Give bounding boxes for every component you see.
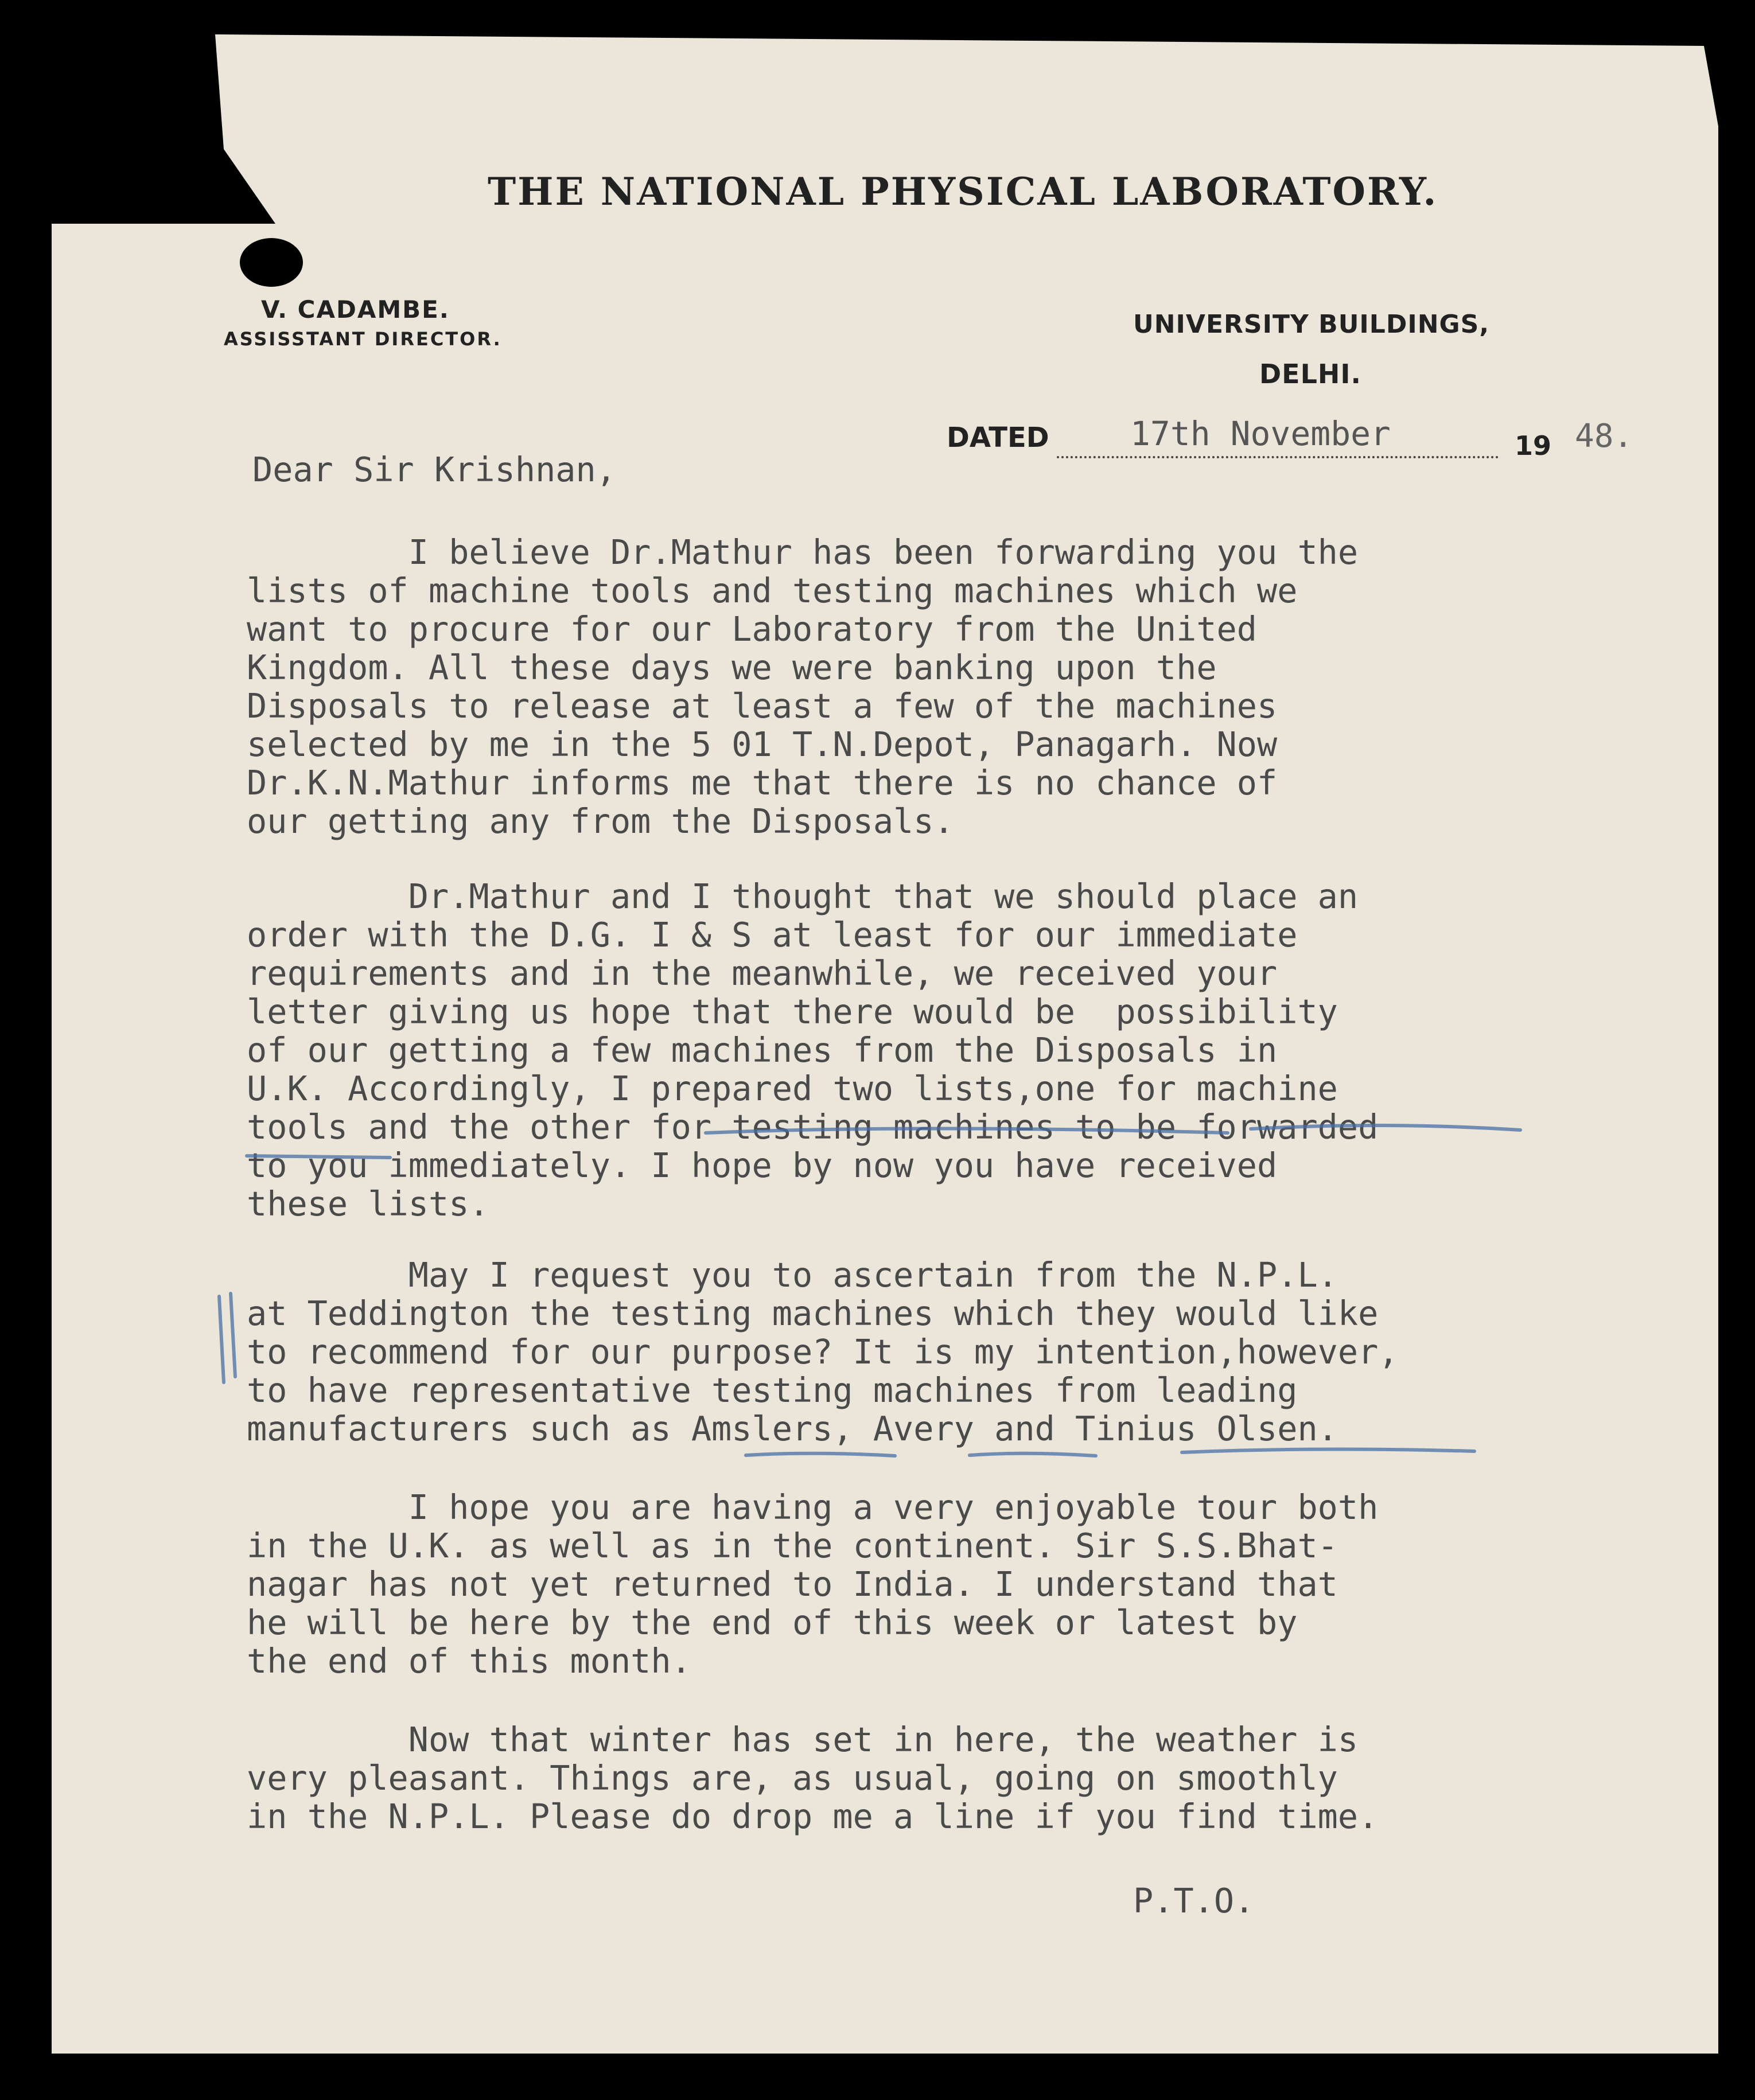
- year-prefix: 19: [1515, 430, 1552, 461]
- address-line-1: UNIVERSITY BUILDINGS,: [1133, 310, 1490, 339]
- text-line: in the N.P.L. Please do drop me a line if you find time.: [247, 1797, 1379, 1836]
- paragraph-1: [247, 533, 1358, 841]
- text-line: want to procure for our Laboratory from the United: [247, 610, 1257, 649]
- text-line: Disposals to release at least a few of the machines: [247, 687, 1278, 726]
- text-line: Dr.K.N.Mathur informs me that there is no chance of: [247, 763, 1278, 802]
- text-line: these lists.: [247, 1185, 489, 1224]
- institution-title: THE NATIONAL PHYSICAL LABORATORY.: [488, 169, 1438, 214]
- text-line: nagar has not yet returned to India. I understand that: [247, 1565, 1338, 1604]
- text-line: May I request you to ascertain from the N.P.L.: [247, 1256, 1338, 1295]
- salutation: Dear Sir Krishnan,: [252, 450, 616, 489]
- sender-name: V. CADAMBE.: [261, 295, 450, 324]
- text-line: to you immediately. I hope by now you have received: [247, 1146, 1278, 1185]
- text-line: lists of machine tools and testing machines which we: [247, 571, 1298, 610]
- pto-note: P.T.O.: [1133, 1881, 1255, 1920]
- address-line-2: DELHI.: [1259, 359, 1362, 389]
- text-line: order with the D.G. I & S at least for our immediate: [247, 915, 1298, 954]
- torn-hole: [240, 238, 303, 287]
- text-line: Dr.Mathur and I thought that we should place an: [247, 877, 1359, 916]
- text-line: requirements and in the meanwhile, we received your: [247, 954, 1278, 993]
- dated-label: DATED: [947, 422, 1049, 454]
- text-line: Now that winter has set in here, the weather is: [247, 1720, 1359, 1759]
- sender-title: ASSISSTANT DIRECTOR.: [224, 328, 502, 350]
- text-line: to recommend for our purpose? It is my intention,however,: [247, 1333, 1399, 1372]
- text-line: in the U.K. as well as in the continent. Sir S.S.Bhat-: [247, 1526, 1338, 1565]
- text-line: letter giving us hope that there would be possibility: [247, 992, 1338, 1031]
- text-line: Kingdom. All these days we were banking upon the: [247, 648, 1217, 687]
- text-line: very pleasant. Things are, as usual, going on smoothly: [247, 1759, 1338, 1798]
- text-line: tools and the other for testing machines to be forwarded: [247, 1108, 1379, 1147]
- text-line: of our getting a few machines from the Disposals in: [247, 1031, 1278, 1070]
- paragraph-4: [247, 1489, 1378, 1681]
- text-line: at Teddington the testing machines which they would like: [247, 1294, 1379, 1333]
- year-suffix: 48.: [1575, 418, 1633, 455]
- text-line: selected by me in the 5 01 T.N.Depot, Panagarh. Now: [247, 725, 1278, 764]
- text-line: U.K. Accordingly, I prepared two lists,one for machine: [247, 1069, 1338, 1108]
- text-line: I hope you are having a very enjoyable tour both: [247, 1488, 1379, 1527]
- text-line: he will be here by the end of this week or latest by: [247, 1603, 1298, 1642]
- date-value: 17th November: [1130, 414, 1391, 453]
- text-line: I believe Dr.Mathur has been forwarding you the: [247, 533, 1359, 572]
- paragraph-5: [247, 1721, 1378, 1836]
- paragraph-3: [247, 1256, 1399, 1448]
- text-line: our getting any from the Disposals.: [247, 802, 954, 841]
- paragraph-2: [247, 878, 1378, 1224]
- text-line: manufacturers such as Amslers, Avery and Tinius Olsen.: [247, 1409, 1338, 1448]
- text-line: the end of this month.: [247, 1642, 691, 1681]
- text-line: to have representative testing machines from leading: [247, 1371, 1298, 1410]
